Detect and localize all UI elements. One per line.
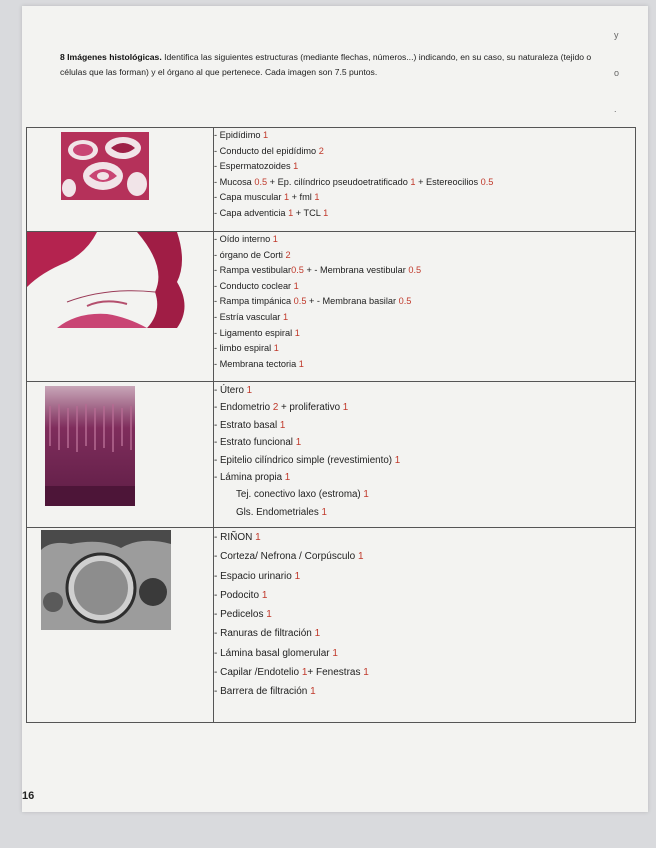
kidney-glomerulus-micrograph [41,530,171,630]
answer-line [214,159,635,175]
margin-mark: . [614,104,617,114]
score-mark: 1 [255,532,261,543]
answer-text: + Ep. cilíndrico pseudoetratificado [267,176,411,187]
answer-line [214,279,635,295]
score-mark: 1 [342,402,349,414]
answer-text: - Lámina propia [214,472,285,484]
score-mark: 1 [293,280,299,291]
answer-list [214,232,635,372]
answer-text: - Rampa timpánica [214,296,294,307]
margin-mark: o [614,68,620,78]
score-mark: 1 [314,628,321,640]
answer-text: - Estría vascular [214,311,283,322]
answer-line [214,382,635,399]
answer-line [214,175,635,191]
score-mark: 1 [295,437,302,449]
score-mark: 1 [394,454,401,466]
score-mark: 1 [263,130,269,140]
answer-text: - Podocito [214,589,262,601]
score-mark: 1 [294,327,300,338]
answer-text: - Epidídimo [214,130,264,140]
answer-line [214,434,635,451]
image-cell [27,382,214,528]
answer-line [214,452,635,469]
answer-line [214,357,635,373]
answer-line [214,663,635,682]
score-mark: 0.5 [293,296,307,307]
score-mark: 1 [288,207,294,218]
score-mark: 0.5 [408,265,422,276]
score-mark: 1 [279,419,286,431]
answer-line [214,417,635,434]
answer-text: - limbo espiral [214,343,274,354]
answer-line [214,644,635,663]
answer-line [214,232,635,248]
score-mark: 1 [261,589,268,601]
answer-cell [214,128,636,232]
answer-line [214,128,635,144]
score-mark: 1 [363,667,369,679]
exercise-instructions [60,50,600,80]
table-row [27,528,636,723]
table-row [27,382,636,528]
answer-cell [214,382,636,528]
score-mark: 0.5 [480,176,494,187]
score-mark: 2 [318,145,324,156]
answer-text: - Capilar /Endotelio [214,667,302,679]
answer-text: - órgano de Corti [214,249,286,260]
score-mark: 1 [310,686,316,698]
score-mark: 1 [284,472,291,484]
answer-line [214,248,635,264]
answer-line [214,144,635,160]
score-mark: 1 [273,343,279,354]
score-mark: 2 [272,402,279,414]
answer-text: - Capa adventicia [214,207,289,218]
score-mark: 1 [323,207,329,218]
answer-text: - Pedicelos [214,609,267,621]
score-mark: 1 [293,161,299,172]
answer-text: - Conducto coclear [214,280,294,291]
answer-line [214,567,635,586]
answer-cell [214,232,636,382]
answer-text: - Útero [214,385,247,396]
score-mark: 1 [321,506,327,518]
answer-text: - Ranuras de filtración [214,628,315,640]
answer-text: + - Membrana basilar [306,296,399,307]
answer-line [214,586,635,605]
answer-line [214,504,635,521]
table-row [27,128,636,232]
answer-text: + Estereocilios [415,176,481,187]
score-mark: 1 [314,192,320,203]
exercise-title: 8 Imágenes histológicas. [60,52,162,62]
margin-mark: y [614,30,619,40]
answer-line [214,624,635,643]
answer-text: + proliferativo [278,402,343,414]
answer-text: + TCL [293,207,324,218]
answer-text: - Mucosa [214,176,255,187]
page-number: 16 [22,790,35,802]
score-mark: 1 [272,234,278,244]
epididymis-histology-image [61,132,149,200]
answer-line [214,326,635,342]
answer-text: - Oído interno [214,234,273,244]
answer-text: - RIÑON [214,532,256,543]
answer-text: + - Membrana vestibular [303,265,409,276]
answer-line [214,682,635,701]
answer-text: - Estrato basal [214,419,280,431]
score-mark: 1 [298,358,304,369]
answer-text: - Membrana tectoria [214,358,299,369]
answer-text: - Barrera de filtración [214,686,311,698]
answer-text: - Lámina basal glomerular [214,647,333,659]
answer-line [214,528,635,547]
answer-line [214,399,635,416]
score-mark: 1 [363,489,369,501]
answer-text: + Fenestras [307,667,364,679]
answer-table [26,127,636,723]
answer-line [214,294,635,310]
answer-list [214,128,635,222]
answer-text: - Espacio urinario [214,570,295,582]
answer-text: + fml [289,192,315,203]
answer-text: - Conducto del epidídimo [214,145,319,156]
answer-text: - Epitelio cilíndrico simple (revestimiento) [214,454,395,466]
answer-text: Tej. conectivo laxo (estroma) [236,489,364,501]
score-mark: 1 [283,192,290,203]
image-cell [27,128,214,232]
answer-text: - Corteza/ Nefrona / Corpúsculo [214,551,358,563]
answer-line [214,206,635,222]
exercise-text: Identifica las siguientes estructuras (mediante flechas, números...) indicando, en su caso, su naturaleza (tejido o células que las forman) y el órgano al que pertenece. Cada imagen son 7.5 puntos. [60,52,592,77]
answer-text: - Endometrio [214,402,273,414]
score-mark: 1 [332,647,338,659]
answer-list [214,382,635,521]
answer-text: - Ligamento espiral [214,327,295,338]
image-cell [27,232,214,382]
score-mark: 0.5 [398,296,412,307]
score-mark: 0.5 [291,265,304,276]
answer-line [214,190,635,206]
answer-text: - Estrato funcional [214,437,296,449]
score-mark: 2 [285,249,291,260]
score-mark: 1 [301,667,308,679]
score-mark: 1 [410,176,416,187]
margin-marks [614,16,634,126]
table-row [27,232,636,382]
score-mark: 1 [246,385,253,396]
score-mark: 1 [266,609,272,621]
answer-line [214,341,635,357]
answer-line [214,310,635,326]
score-mark: 1 [282,311,289,322]
answer-line [214,605,635,624]
answer-text: - Capa muscular [214,192,284,203]
uterus-histology-image [45,386,135,506]
answer-line [214,547,635,566]
image-cell [27,528,214,723]
inner-ear-histology-image [27,232,213,332]
answer-line [214,263,635,279]
answer-list [214,528,635,702]
answer-text: - Rampa vestibular [214,265,292,276]
answer-line [214,486,635,503]
score-mark: 1 [357,551,364,563]
answer-text: Gls. Endometriales [236,506,322,518]
answer-line [214,469,635,486]
answer-text: - Espermatozoides [214,161,294,172]
answer-cell [214,528,636,723]
score-mark: 1 [294,570,301,582]
score-mark: 0.5 [254,176,268,187]
